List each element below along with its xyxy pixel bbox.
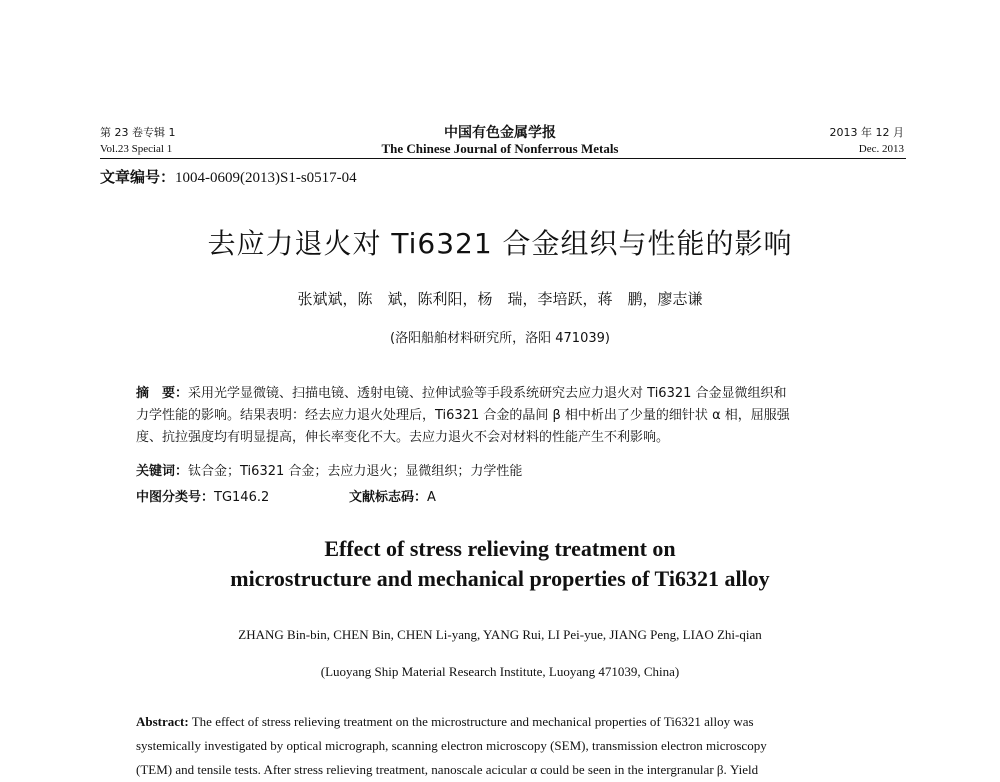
abstract-en-line — [136, 710, 876, 734]
doc-code-value: A — [427, 490, 436, 505]
authors-en: ZHANG Bin-bin, CHEN Bin, CHEN Li-yang, YANG Rui, LI Pei-yue, JIANG Peng, LIAO Zhi-qian — [238, 627, 762, 642]
clc-value: TG146.2 — [214, 490, 270, 505]
journal-name-en: The Chinese Journal of Nonferrous Metals — [381, 141, 619, 156]
abstract-zh-text: 采用光学显微镜、扫描电镜、透射电镜、拉伸试验等手段系统研究去应力退火对 Ti6321 合金显微组织和 — [188, 386, 787, 401]
abstract-zh-label: 摘 要： — [136, 386, 189, 401]
abstract-zh-line: 力学性能的影响。结果表明：经去应力退火处理后，Ti6321 合金的晶间 β 相中析出了少量的细针状 α 相，屈服强 — [136, 408, 790, 423]
title-en-line1: Effect of stress relieving treatment on — [324, 536, 676, 561]
doc-code-label: 文献标志码： — [349, 490, 428, 505]
article-id-label: 文章编号： — [100, 168, 176, 186]
abstract-zh-line: 度、抗拉强度均有明显提高，伸长率变化不大。去应力退火不会对材料的性能产生不利影响。 — [136, 430, 670, 445]
issue-date-zh: 2013 年 12 月 — [829, 126, 904, 139]
affiliation-zh: (洛阳船舶材料研究所，洛阳 471039) — [390, 331, 610, 346]
keywords-zh-label: 关键词： — [136, 464, 189, 479]
clc-label: 中图分类号： — [136, 490, 215, 505]
authors-zh: 张斌斌，陈 斌，陈利阳，杨 瑞，李培跃，蒋 鹏，廖志谦 — [297, 290, 703, 308]
abstract-zh — [136, 383, 876, 449]
abstract-en-line: systemically investigated by optical micrograph, scanning electron microscopy (SEM), transmission electron microscopy — [136, 738, 767, 753]
abstract-zh-line — [136, 383, 876, 405]
header-rule — [100, 158, 906, 159]
abstract-en-line: (TEM) and tensile tests. After stress relieving treatment, nanoscale acicular α could be seen in the intergranular β. Yield — [136, 762, 759, 777]
article-id — [100, 166, 357, 187]
affiliation-en: (Luoyang Ship Material Research Institute, Luoyang 471039, China) — [320, 664, 680, 679]
abstract-en-text: The effect of stress relieving treatment on the microstructure and mechanical properties of Ti6321 alloy was — [188, 714, 754, 729]
abstract-en — [136, 710, 876, 782]
volume-issue-zh: 第 23 卷专辑 1 — [100, 126, 176, 139]
journal-name-zh: 中国有色金属学报 — [444, 125, 556, 141]
document-code — [349, 486, 436, 505]
keywords-zh — [136, 460, 522, 479]
title-zh: 去应力退火对 Ti6321 合金组织与性能的影响 — [207, 227, 793, 260]
volume-issue-en: Vol.23 Special 1 — [100, 143, 173, 155]
issue-date-en: Dec. 2013 — [858, 143, 904, 155]
keywords-zh-value: 钛合金；Ti6321 合金；去应力退火；显微组织；力学性能 — [188, 464, 523, 479]
abstract-en-label: Abstract: — [136, 714, 189, 729]
article-id-value: 1004-0609(2013)S1-s0517-04 — [175, 170, 357, 186]
title-en-line2: microstructure and mechanical properties of Ti6321 alloy — [230, 566, 770, 591]
clc-number — [136, 486, 269, 505]
